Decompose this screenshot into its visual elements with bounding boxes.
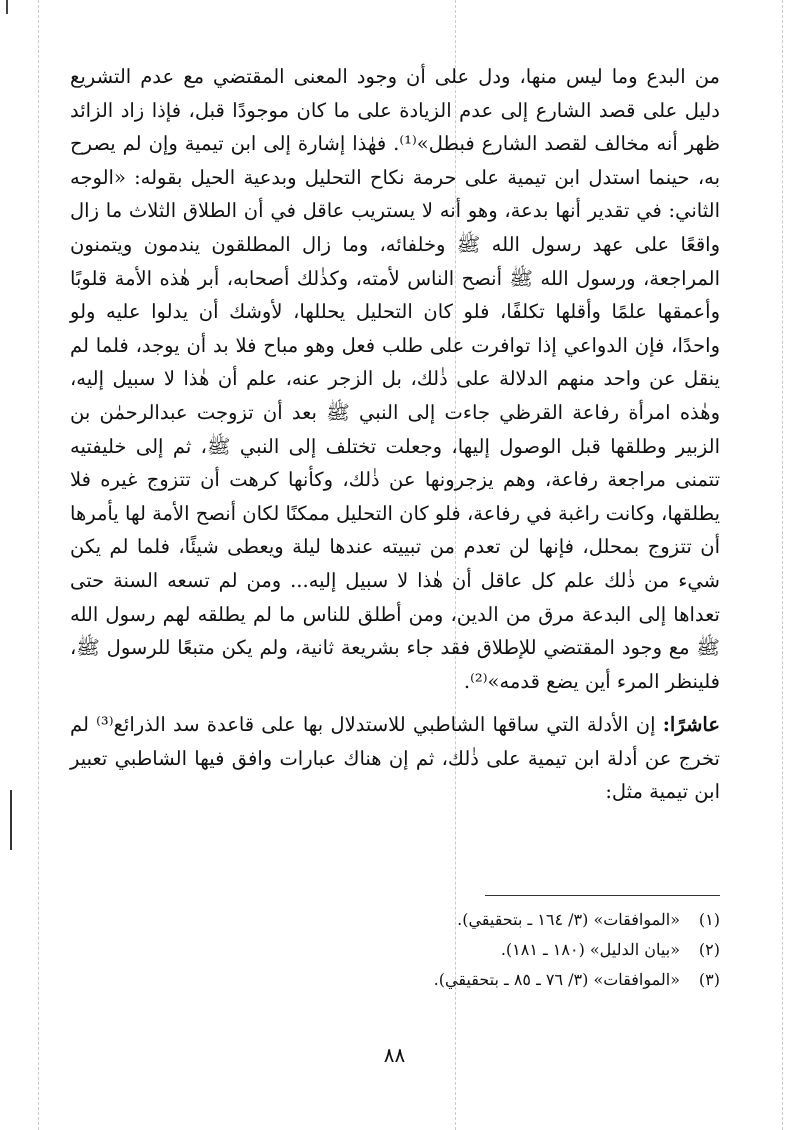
scan-edge-mark xyxy=(6,0,8,14)
footnote-number: (٢) xyxy=(698,940,720,959)
footnote-item xyxy=(70,935,720,965)
paragraph-text: إن الأدلة التي ساقها الشاطبي للاستدلال بها على قاعدة سد الذرائع⁽³⁾ لم تخرج عن أدلة ابن تيمية على ذٰلك، ثم إن هناك عبارات وافق فيها الشاطبي تعبير ابن تيمية مثل: xyxy=(70,713,720,804)
body-paragraph xyxy=(70,60,720,698)
footnote-separator xyxy=(485,895,720,896)
margin-mark xyxy=(10,790,12,850)
footnote-text: «الموافقات» (٣/ ١٦٤ ـ بتحقيقي). xyxy=(457,910,680,929)
paragraph-text: من البدع وما ليس منها، ودل على أن وجود المعنى المقتضي مع عدم التشريع دليل على قصد الشارع إلى عدم الزيادة على ما كان موجودًا قبل، فإذا زاد الزائد ظهر أنه مخالف لقصد الشارع فبطل»⁽¹⁾. فهٰذا إشارة إلى ابن تيمية وإن لم يصرح به، حينما استدل ابن تيمية على حرمة نكاح التحليل وبدعية الحيل بقوله: «الوجه الثاني: في تقدير أنها بدعة، وهو أنه لا يستريب عاقل في أن الطلاق الثلاث ما زال واقعًا على عهد رسول الله ﷺ وخلفائه، وما زال المطلقون يندمون ويتمنون المراجعة، ورسول الله ﷺ أنصح الناس لأمته، وكذٰلك أصحابه، أبر هٰذه الأمة قلوبًا وأعمقها علمًا وأقلها تكلفًا، فلو كان التحليل يحللها، لأوشك أن يدلوا عليه ولو واحدًا، فإن الدواعي إذا توافرت على طلب فعل وهو مباح فلا بد أن يوجد، فلما لم ينقل عن واحد منهم الدلالة على ذٰلك، بل الزجر عنه، علم أن هٰذا لا سبيل إليه، وهٰذه امرأة رفاعة القرظي جاءت إلى النبي ﷺ بعد أن تزوجت عبدالرحمٰن بن الزبير وطلقها قبل الوصول إليها، وجعلت تختلف إلى النبي ﷺ، ثم إلى خليفتيه تتمنى مراجعة رفاعة، وهم يزجرونها عن ذٰلك، وكأنها كرهت أن تتزوج غيره فلا يطلقها، وكانت راغبة في رفاعة، فلو كان التحليل ممكنًا لكان أنصح الأمة لها يأمرها أن تتزوج بمحلل، فإنها لن تعدم من تبييته عندها ليلة ويعطى شيئًا، فلما لم يكن شيء من ذٰلك علم كل عاقل أن هٰذا لا سبيل إليه... ومن لم تسعه السنة حتى تعداها إلى البدعة مرق من الدين، ومن أطلق للناس ما لم يطلقه لهم رسول الله ﷺ مع وجود المقتضي للإطلاق فقد جاء بشريعة ثانية، ولم يكن متبعًا للرسول ﷺ، فلينظر المرء أين يضع قدمه»⁽²⁾. xyxy=(70,65,720,693)
footnote-number: (٣) xyxy=(698,970,720,989)
page-number: ٨٨ xyxy=(383,1043,406,1067)
body-paragraph xyxy=(70,708,720,809)
footnotes xyxy=(70,905,720,995)
scan-fold-line xyxy=(38,0,39,1130)
footnote-text: «بيان الدليل» (١٨٠ ـ ١٨١). xyxy=(500,940,680,959)
footnote-item xyxy=(70,905,720,935)
paragraph-lead: عاشرًا: xyxy=(662,713,720,737)
footnote-text: «الموافقات» (٣/ ٧٦ ـ ٨٥ ـ بتحقيقي). xyxy=(433,970,680,989)
page-body xyxy=(70,60,720,829)
footnote-number: (١) xyxy=(698,910,720,929)
scan-fold-line xyxy=(782,0,783,1130)
footnote-item xyxy=(70,965,720,995)
